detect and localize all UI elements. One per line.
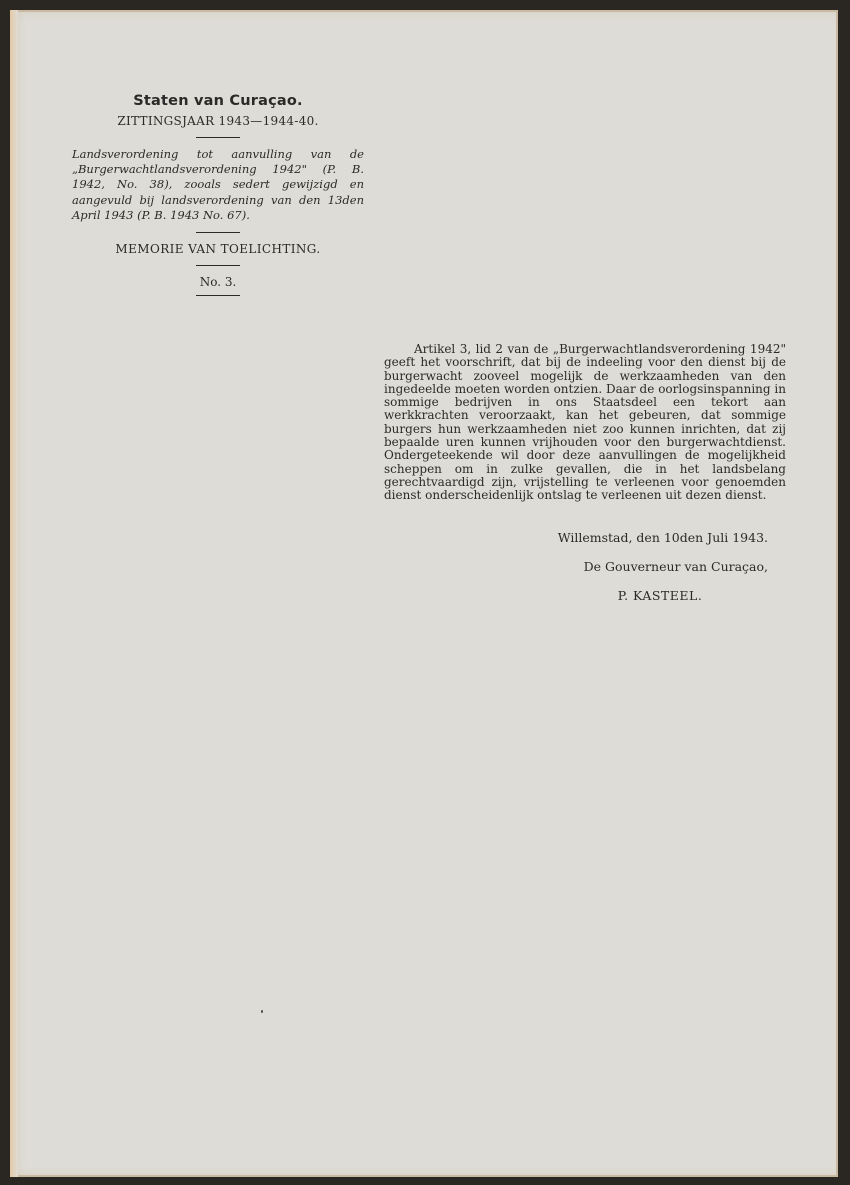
signature-name: P. KASTEEL. (617, 588, 703, 603)
divider (196, 137, 240, 138)
divider (196, 295, 240, 296)
document-header (68, 92, 368, 305)
divider (196, 265, 240, 266)
paper-speck (261, 1010, 263, 1013)
document-page (10, 10, 838, 1177)
explanation-paragraph: Artikel 3, lid 2 van de „Burgerwachtlandsverordening 1942" geeft het voorschrift, dat bij de indeeling voor den dienst bij de burgerwacht zooveel mogelijk de werkzaamheden van den ingedeelde moeten worden ontzien. Daar de oorlogsinspanning in sommige bedrijven in ons Staatsdeel een tekort aan werkkrachten veroorzaakt, kan het gebeuren, dat sommige burgers hun werkzaamheden niet zoo kunnen inrichten, dat zij bepaalde uren kunnen vrijhouden voor den burgerwachtdienst. Ondergeteekende wil door deze aanvullingen de mogelijkheid scheppen om in zulke gevallen, die in het landsbelang gerechtvaardigd zijn, vrijstelling te verleenen voor genoemden dienst onderscheidenlijk ontslag te verleenen uit dezen dienst. (384, 342, 786, 503)
paper-edge (10, 10, 18, 1177)
document-type: MEMORIE VAN TOELICHTING. (115, 242, 321, 257)
divider (196, 232, 240, 233)
assembly-name: Staten van Curaçao. (133, 93, 303, 109)
ordinance-subject: Landsverordening tot aanvulling van de „Burgerwachtlandsverordening 1942" (P. B. 1942, No. 38), zooals sedert gewijzigd en aangevuld bij landsverordening van den 13den April 1943 (P. B. 1943 No. 67). (72, 147, 364, 222)
session-year: ZITTINGSJAAR 1943—1944-40. (117, 114, 319, 128)
place-date: Willemstad, den 10den Juli 1943. (557, 530, 768, 545)
governor-title: De Gouverneur van Curaçao, (583, 559, 768, 574)
document-number: No. 3. (199, 275, 237, 290)
